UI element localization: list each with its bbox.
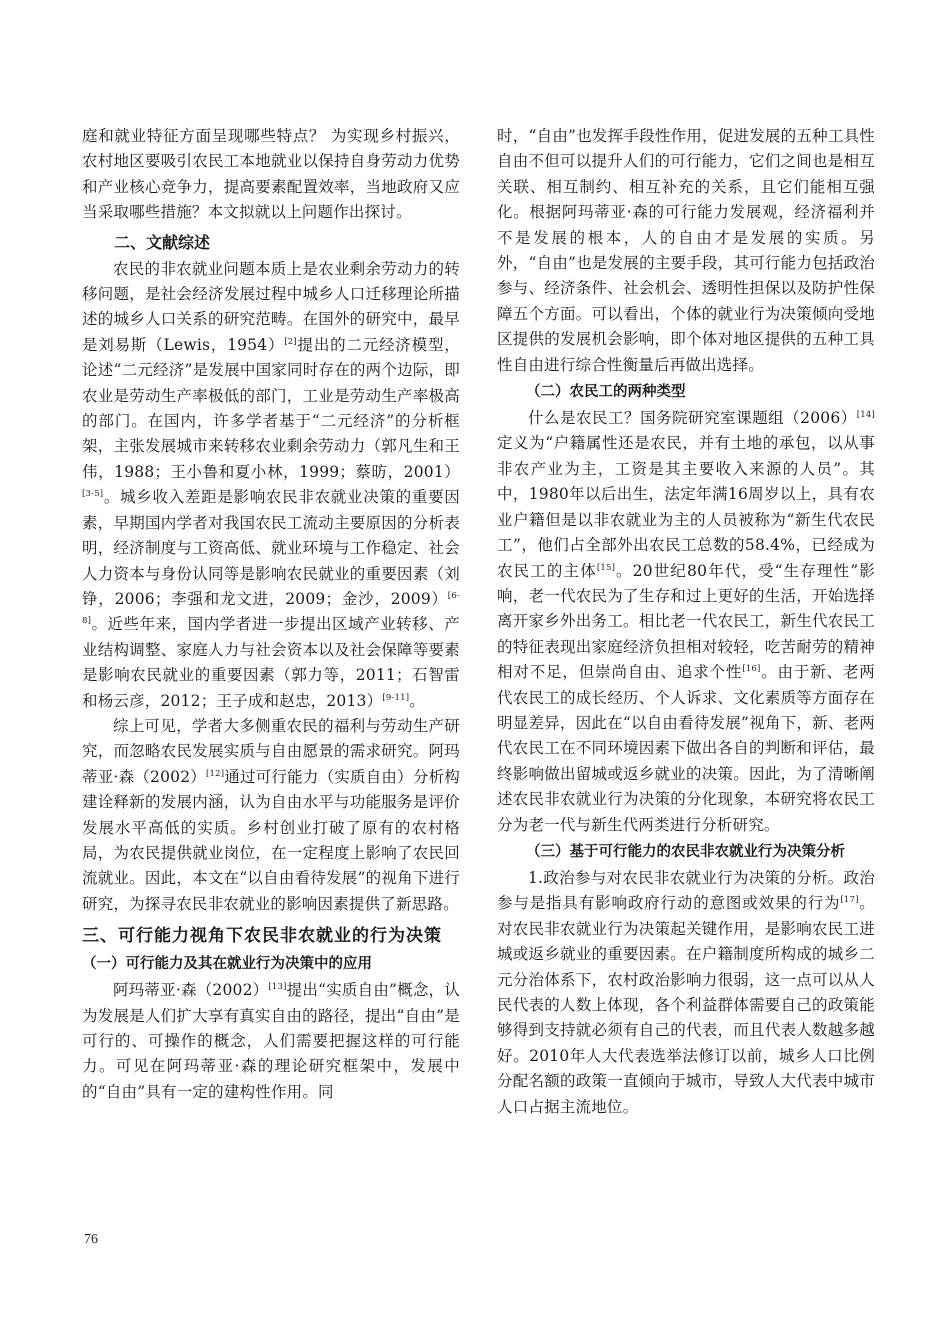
left-paragraph-2: 农民的非农就业问题本质上是农业剩余劳动力的转移问题，是社会经济发展过程中城乡人口迁移理论所描述的城乡人口关系的研究范畴。在国外的研究中，最早是刘易斯（Lewis，1954）[2]提出的二元经济模型，论述“二元经济”是发展中国家同时存在的两个边际，即农业是劳动生产率极低的部门，工业是劳动生产率极高的部门。在国内，许多学者基于“二元经济”的分析框架，主张发展城市来转移农业剩余劳动力（郭凡生和王伟，1988；王小鲁和夏小林，1999；蔡昉，2001）[3-5]。城乡收入差距是影响农民非农就业决策的重要因素，早期国内学者对我国农民工流动主要原因的分析表明，经济制度与工资高低、就业环境与工作稳定、社会人力资本与身份认同等是影响农民就业的重要因素（刘铮，2006；李强和龙文进，2009；金沙，2009）[6-8]。近些年来，国内学者进一步提出区域产业转移、产业结构调整、家庭人力与社会资本以及社会保障等要素是影响农民就业的重要因素（郭力等，2011；石智雷和杨云彦，2012；王子成和赵忠，2013）[9-11]。 <box>82 259 460 710</box>
citation: [16] <box>742 664 761 675</box>
citation: [14] <box>856 410 875 421</box>
subsection-heading-2: （二）农民工的两种类型 <box>526 384 686 401</box>
right-paragraph-3: 1.政治参与对农民非农就业行为决策的分析。政治参与是指具有影响政府行动的意图或效果的行为[17]。对农民非农就业行为决策起关键作用，是影响农民工进城或返乡就业的重要因素。在户籍制度所构成的城乡二元分治体系下，农村政治影响力很弱，这一点可以从人民代表的人数上体现，各个利益群体需要自己的政策能够得到支持就必须有自己的代表，而且代表人数越多越好。2010年人大代表选举法修订以前，城乡人口比例分配名额的政策一直倾向于城市，导致人大代表中城市人口占据主流地位。 <box>497 868 876 1116</box>
citation: [6-8] <box>82 590 460 627</box>
right-column <box>497 124 875 1120</box>
left-paragraph-3: 综上可见，学者大多侧重农民的福利与劳动生产研究，而忽略农民发展实质与自由愿景的需求研究。阿玛蒂亚·森（2002）[12]通过可行能力（实质自由）分析构建诠释新的发展内涵，认为自由水平与功能服务是评价发展水平高低的实质。乡村创业打破了原有的农村格局，为农民提供就业岗位，在一定程度上影响了农民回流就业。因此，本文在“以自由看待发展”的视角下进行研究，为探寻农民非农就业的影响因素提供了新思路。 <box>82 716 460 913</box>
left-column <box>82 124 460 1105</box>
citation: [12] <box>206 768 225 779</box>
left-paragraph-4: 阿玛蒂亚·森（2002）[13]提出“实质自由”概念，认为发展是人们扩大享有真实自由的路径，提出“自由”是可行的、可操作的概念，人们需要把握这样的可行能力。可见在阿玛蒂亚·森的理论研究框架中，发展中的“自由”具有一定的建构性作用。同 <box>82 981 460 1101</box>
citation: [2] <box>284 336 297 347</box>
citation: [13] <box>268 982 287 993</box>
citation: [15] <box>596 562 616 573</box>
subsection-heading-3: （三）基于可行能力的农民非农就业行为决策分析 <box>526 843 845 860</box>
page-number: 76 <box>84 1232 98 1247</box>
citation: [3-5] <box>82 489 104 500</box>
subsection-heading-1: （一）可行能力及其在就业行为决策中的应用 <box>82 956 372 973</box>
section-heading-literature-review: 二、文献综述 <box>114 232 211 252</box>
citation: [9-11] <box>382 692 410 703</box>
left-paragraph-1: 庭和就业特征方面呈现哪些特点？ 为实现乡村振兴，农村地区要吸引农民工本地就业以保持自身劳动力优势和产业核心竞争力，提高要素配置效率，当地政府又应当采取哪些措施？本文拟就以上问题作出探讨。 <box>82 127 460 222</box>
right-paragraph-2: 什么是农民工？国务院研究室课题组（2006）[14]定义为“户籍属性还是农民，并有土地的承包，以从事非农产业为主，工资是其主要收入来源的人员”。其中，1980年以后出生，法定年满16周岁以上，具有农业户籍但是以非农就业为主的人员被称为“新生代农民工”，他们占全部外出农民工总数的58.4%，已经成为农民工的主体[15]。20世纪80年代，受“生存理性”影响，老一代农民为了生存和过上更好的生活，开始选择离开家乡外出务工。相比老一代农民工，新生代农民工的特征表现出家庭经济负担相对较轻，吃苦耐劳的精神相对不足，但崇尚自由、追求个性[16]。由于新、老两代农民工的成长经历、个人诉求、文化素质等方面存在明显差异，因此在“以自由看待发展”视角下，新、老两代农民工在不同环境因素下做出各自的判断和评估，最终影响做出留城或返乡就业的决策。因此，为了清晰阐述农民非农就业行为决策的分化现象，本研究将农民工分为老一代与新生代两类进行分析研究。 <box>497 409 876 834</box>
citation: [17] <box>840 895 859 906</box>
right-paragraph-1: 时，“自由”也发挥手段性作用，促进发展的五种工具性自由不但可以提升人们的可行能力，它们之间也是相互关联、相互制约、相互补充的关系，且它们能相互强化。根据阿玛蒂亚·森的可行能力发展观，经济福利并不是发展的根本，人的自由才是发展的实质。另外，“自由”也是发展的主要手段，其可行能力包括政治参与、经济条件、社会机会、透明性担保以及防护性保障五个方面。可以看出，个体的就业行为决策倾向受地区提供的发展机会影响，即个体对地区提供的五种工具性自由进行综合性衡量后再做出选择。 <box>497 127 875 374</box>
section-heading-behavior-decision: 三、可行能力视角下农民非农就业的行为决策 <box>82 926 442 947</box>
